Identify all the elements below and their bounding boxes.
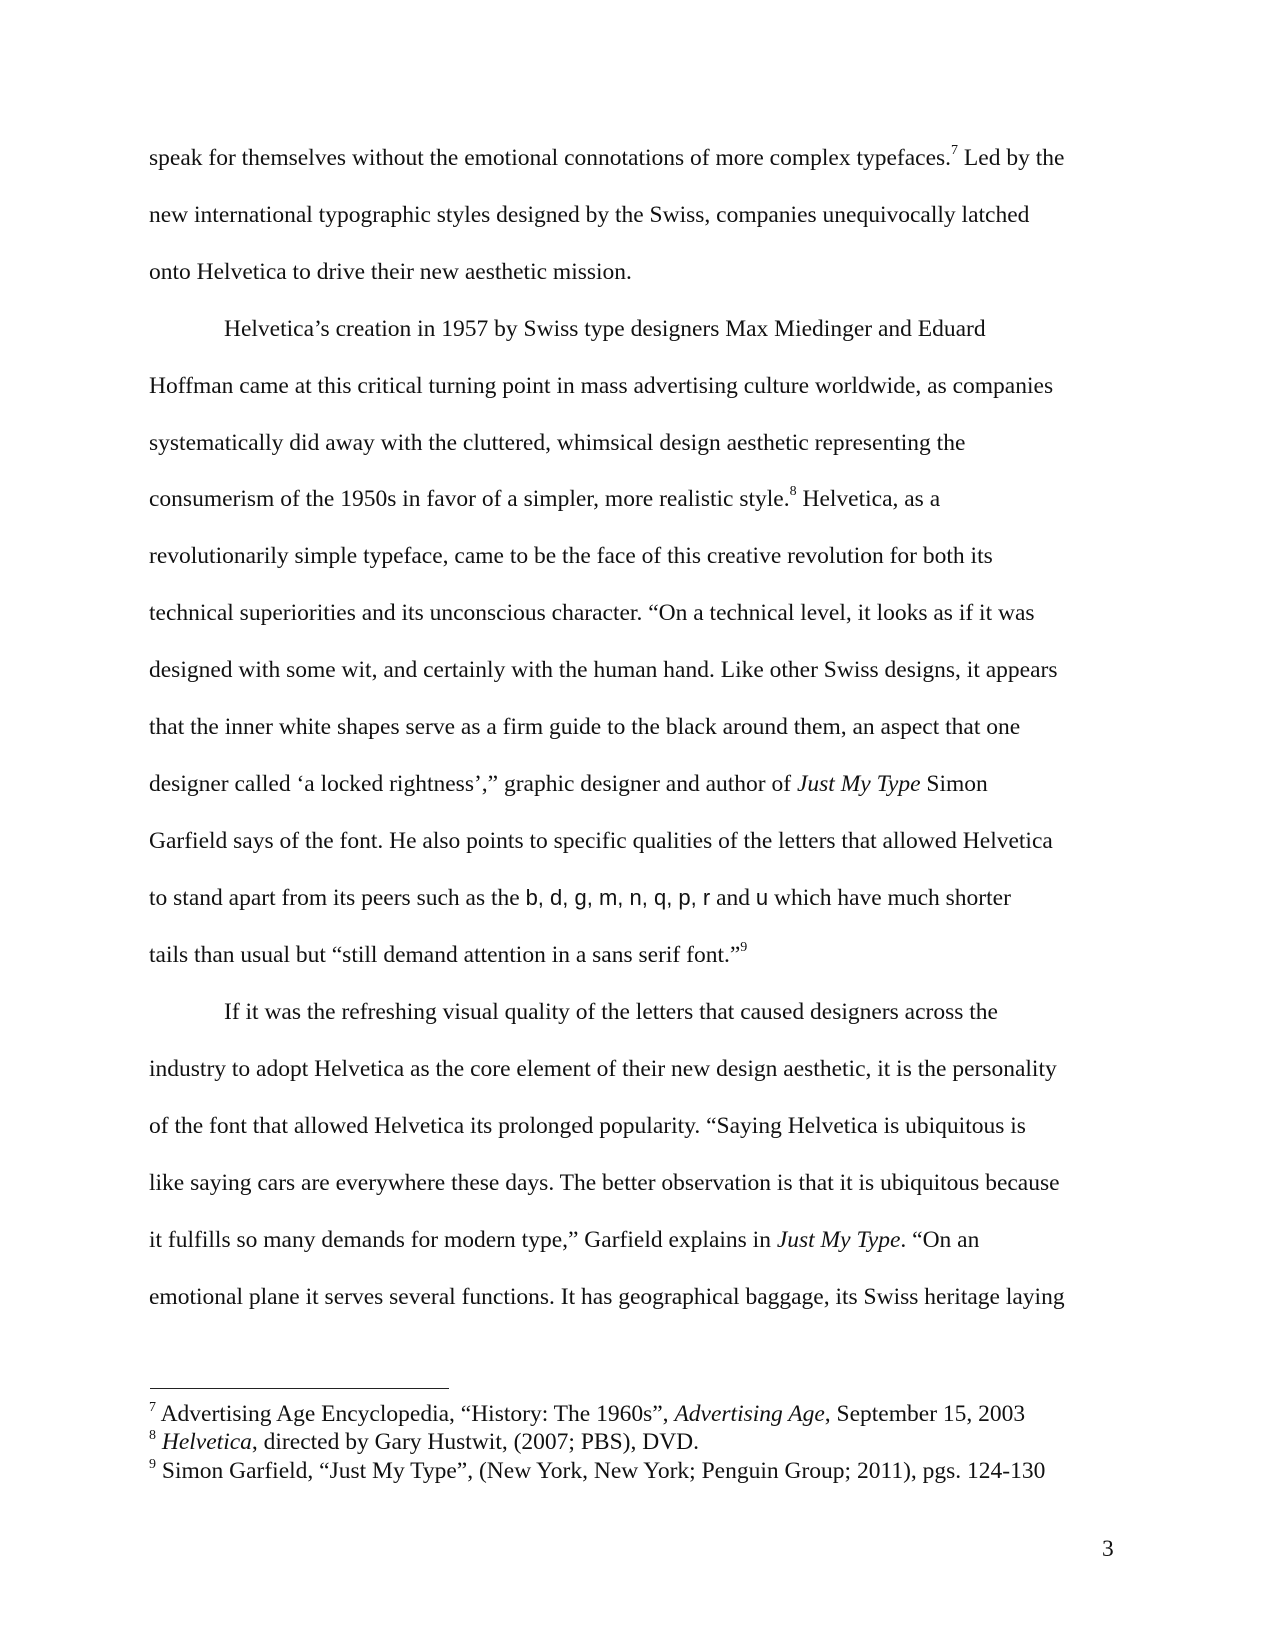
footnote-ref-8[interactable]: 8	[789, 484, 797, 499]
body-line-4: Helvetica’s creation in 1957 by Swiss type designers Max Miedinger and Eduard	[224, 316, 986, 342]
body-line-14: to stand apart from its peers such as the b, d, g, m, n, q, p, r and u which have much shorter	[149, 885, 1011, 911]
body-line-8: revolutionarily simple typeface, came to be the face of this creative revolution for both its	[149, 543, 993, 569]
sample-letters: b, d, g, m, n, q, p, r	[525, 885, 711, 910]
body-line-18: of the font that allowed Helvetica its prolonged popularity. “Saying Helvetica is ubiquitous is	[149, 1113, 1026, 1139]
body-line-21: emotional plane it serves several functions. It has geographical baggage, its Swiss heritage laying	[149, 1284, 1065, 1310]
book-title: Just My Type	[796, 771, 921, 797]
body-line-5: Hoffman came at this critical turning point in mass advertising culture worldwide, as companies	[149, 373, 1054, 399]
footnote-7: $^7$ Advertising Age Encyclopedia, “History: The 1960s”, Advertising Age, September 15, 2003	[149, 1400, 1026, 1427]
book-title: Just My Type	[776, 1227, 901, 1253]
sample-letter-u: u	[755, 885, 769, 910]
body-line-10: designed with some wit, and certainly with the human hand. Like other Swiss designs, it appears	[149, 657, 1058, 683]
body-line-17: industry to adopt Helvetica as the core element of their new design aesthetic, it is the personality	[149, 1056, 1057, 1082]
body-line-12: designer called ‘a locked rightness’,” graphic designer and author of Just My Type Simon	[149, 771, 988, 797]
body-line-6: systematically did away with the cluttered, whimsical design aesthetic representing the	[149, 430, 966, 456]
body-line-16: If it was the refreshing visual quality of the letters that caused designers across the	[224, 999, 998, 1025]
body-line-11: that the inner white shapes serve as a firm guide to the black around them, an aspect that one	[149, 714, 1021, 740]
body-line-2: new international typographic styles designed by the Swiss, companies unequivocally latched	[149, 202, 1030, 228]
footnote-divider	[150, 1388, 449, 1389]
body-line-7: consumerism of the 1950s in favor of a simpler, more realistic style.$^8$ Helvetica, as a	[149, 484, 941, 512]
footnote-9: $^9$ Simon Garfield, “Just My Type”, (New York, New York; Penguin Group; 2011), pgs. 124-130	[149, 1457, 1046, 1484]
footnote-ref-9[interactable]: 9	[740, 940, 748, 955]
body-line-13: Garfield says of the font. He also points to specific qualities of the letters that allowed Helvetica	[149, 828, 1053, 854]
body-line-9: technical superiorities and its unconscious character. “On a technical level, it looks as if it was	[149, 600, 1035, 626]
footnote-ref-7[interactable]: 7	[951, 143, 959, 158]
body-line-1: speak for themselves without the emotional connotations of more complex typefaces.$^7$ Led by the	[149, 143, 1065, 171]
body-line-3: onto Helvetica to drive their new aesthetic mission.	[149, 259, 632, 285]
body-line-20: it fulfills so many demands for modern type,” Garfield explains in Just My Type. “On an	[149, 1227, 980, 1253]
body-line-15: tails than usual but “still demand attention in a sans serif font.”$^9$	[149, 940, 748, 968]
body-line-19: like saying cars are everywhere these days. The better observation is that it is ubiquitous because	[149, 1170, 1060, 1196]
footnote-8: $^8$ Helvetica, directed by Gary Hustwit, (2007; PBS), DVD.	[149, 1428, 700, 1455]
page-number: 3	[1102, 1536, 1114, 1562]
